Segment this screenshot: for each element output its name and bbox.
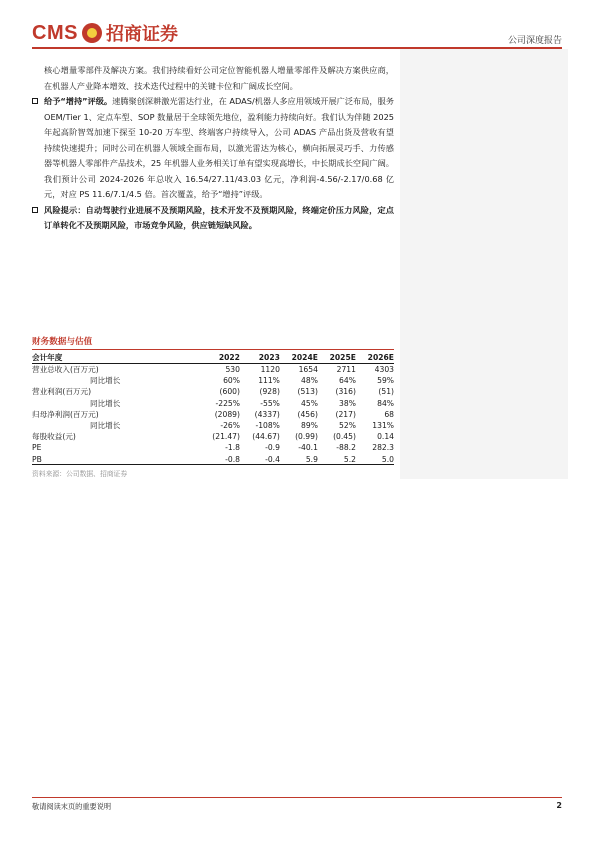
bullet-square-icon bbox=[32, 98, 38, 104]
main-content bbox=[32, 63, 394, 234]
table-cell: 45% bbox=[301, 398, 318, 408]
table-cell: (316) bbox=[335, 387, 356, 397]
cms-logo bbox=[32, 20, 178, 46]
row-label: PE bbox=[32, 443, 42, 453]
table-cell: 38% bbox=[339, 398, 356, 408]
table-cell: (0.45) bbox=[333, 432, 356, 442]
row-label: 同比增长 bbox=[90, 421, 121, 431]
table-cell: (51) bbox=[378, 387, 394, 397]
paragraph-continuation: 核心增量零部件及解决方案。我们持续看好公司定位智能机器人增量零部件及解决方案供应商，在机器人产业降本增效、技术迭代过程中的关键卡位和广阔成长空间。 bbox=[44, 65, 394, 91]
row-label: 每股收益(元) bbox=[32, 432, 76, 442]
table-cell: 5.0 bbox=[381, 454, 394, 464]
table-header-row bbox=[32, 351, 394, 364]
table-row bbox=[32, 375, 394, 386]
row-label: 营业总收入(百万元) bbox=[32, 365, 99, 375]
table-row bbox=[32, 431, 394, 442]
table-cell: (456) bbox=[297, 409, 318, 419]
table-row bbox=[32, 420, 394, 431]
table-cell: 282.3 bbox=[372, 443, 394, 453]
table-cell: -40.1 bbox=[298, 443, 318, 453]
table-source-note: 资料来源：公司数据、招商证券 bbox=[32, 470, 128, 478]
table-cell: (217) bbox=[335, 409, 356, 419]
rating-text: 速腾聚创深耕激光雷达行业，在 ADAS/机器人多应用领域开展广泛布局，服务 OEM/Tier 1、定点车型、SOP 数量居于全球领先地位，盈利能力持续向好。我们认为伴随 2025 年起高阶智驾加速下探至 10-20 万车型、终端客户持续导入，公司 ADAS 产品出货及营收有望持续快速提升；同时公司在机器人领域全面布局，以激光雷达为核心，横向拓展灵巧手、力传感器等机器人零部件产品技术，25 年机器人业务相关订单有望实现高增长，中长期成长空间广阔。我们预计公司 2024-2026 年总收入 16.54/27.11/43.03 亿元，净利润-4.56/-2.17/0.68 亿元，对应 PS 11.6/7.1/4.5 倍。首次覆盖，给予“增持”评级。 bbox=[44, 96, 395, 199]
table-cell: 131% bbox=[372, 421, 394, 431]
table-cell: 0.14 bbox=[377, 432, 394, 442]
row-label: 归母净利润(百万元) bbox=[32, 409, 99, 419]
logo-chinese: 招商证券 bbox=[105, 24, 178, 45]
page-header bbox=[0, 0, 595, 48]
table-cell: 530 bbox=[225, 365, 240, 375]
column-header: 2026E bbox=[356, 351, 394, 364]
risk-text: 风险提示：自动驾驶行业进展不及预期风险，技术开发不及预期风险，终端定价压力风险，定点订单转化不及预期风险，市场竞争风险，供应链短缺风险。 bbox=[44, 204, 394, 230]
table-row bbox=[32, 454, 394, 465]
table-row bbox=[32, 398, 394, 409]
table-cell: 68 bbox=[384, 409, 394, 419]
table-cell: -225% bbox=[215, 398, 240, 408]
table-title: 财务数据与估值 bbox=[32, 337, 93, 347]
table-cell: (4337) bbox=[254, 409, 280, 419]
footer-divider bbox=[32, 797, 562, 798]
table-row bbox=[32, 386, 394, 397]
table-cell: 111% bbox=[258, 376, 280, 386]
table-bottom-rule bbox=[32, 464, 394, 465]
table-cell: (928) bbox=[259, 387, 280, 397]
table-cell: (44.67) bbox=[252, 432, 280, 442]
table-cell: (21.47) bbox=[212, 432, 240, 442]
table-cell: 59% bbox=[377, 376, 394, 386]
report-type-label: 公司深度报告 bbox=[507, 36, 562, 46]
table-row bbox=[32, 442, 394, 453]
table-cell: 5.9 bbox=[305, 454, 318, 464]
table-cell: -0.9 bbox=[265, 443, 280, 453]
table-body bbox=[32, 364, 394, 465]
row-label: 营业利润(百万元) bbox=[32, 387, 92, 397]
table-cell: 1654 bbox=[298, 365, 318, 375]
table-cell: 60% bbox=[223, 376, 240, 386]
table-cell: (513) bbox=[297, 387, 318, 397]
financial-table bbox=[32, 351, 394, 465]
bullet-square-icon bbox=[32, 207, 38, 213]
table-cell: (2089) bbox=[214, 409, 240, 419]
table-cell: 52% bbox=[339, 421, 356, 431]
column-header: 2022 bbox=[200, 351, 240, 364]
column-header: 2024E bbox=[280, 351, 318, 364]
logo-latin: CMS bbox=[32, 21, 78, 44]
table-cell: 48% bbox=[301, 376, 318, 386]
row-label: PB bbox=[32, 454, 42, 464]
column-header: 2023 bbox=[240, 351, 280, 364]
table-cell: -0.4 bbox=[265, 454, 280, 464]
row-label: 同比增长 bbox=[90, 398, 121, 408]
table-cell: -55% bbox=[260, 398, 280, 408]
table-cell: -88.2 bbox=[336, 443, 356, 453]
table-cell: 5.2 bbox=[343, 454, 356, 464]
column-header: 2025E bbox=[318, 351, 356, 364]
table-row bbox=[32, 364, 394, 376]
side-panel bbox=[400, 49, 568, 479]
rating-bullet bbox=[32, 94, 394, 203]
table-cell: 84% bbox=[377, 398, 394, 408]
table-cell: 64% bbox=[339, 376, 356, 386]
page-number: 2 bbox=[556, 801, 562, 810]
row-label: 同比增长 bbox=[90, 376, 121, 386]
table-cell: -108% bbox=[255, 421, 280, 431]
table-cell: 4303 bbox=[374, 365, 394, 375]
table-cell: (600) bbox=[219, 387, 240, 397]
table-cell: -0.8 bbox=[225, 454, 240, 464]
table-cell: 89% bbox=[301, 421, 318, 431]
footer-disclaimer: 敬请阅读末页的重要说明 bbox=[32, 802, 112, 811]
table-cell: (0.99) bbox=[295, 432, 318, 442]
logo-emblem-icon bbox=[82, 23, 102, 43]
table-cell: 2711 bbox=[336, 365, 356, 375]
table-cell: -26% bbox=[220, 421, 240, 431]
risk-bullet bbox=[32, 203, 394, 234]
table-cell: 1120 bbox=[260, 365, 280, 375]
rating-label: 给予“增持”评级。 bbox=[44, 96, 113, 106]
table-title-divider bbox=[32, 349, 394, 350]
column-header: 会计年度 bbox=[32, 351, 200, 364]
table-row bbox=[32, 409, 394, 420]
table-cell: -1.8 bbox=[225, 443, 240, 453]
